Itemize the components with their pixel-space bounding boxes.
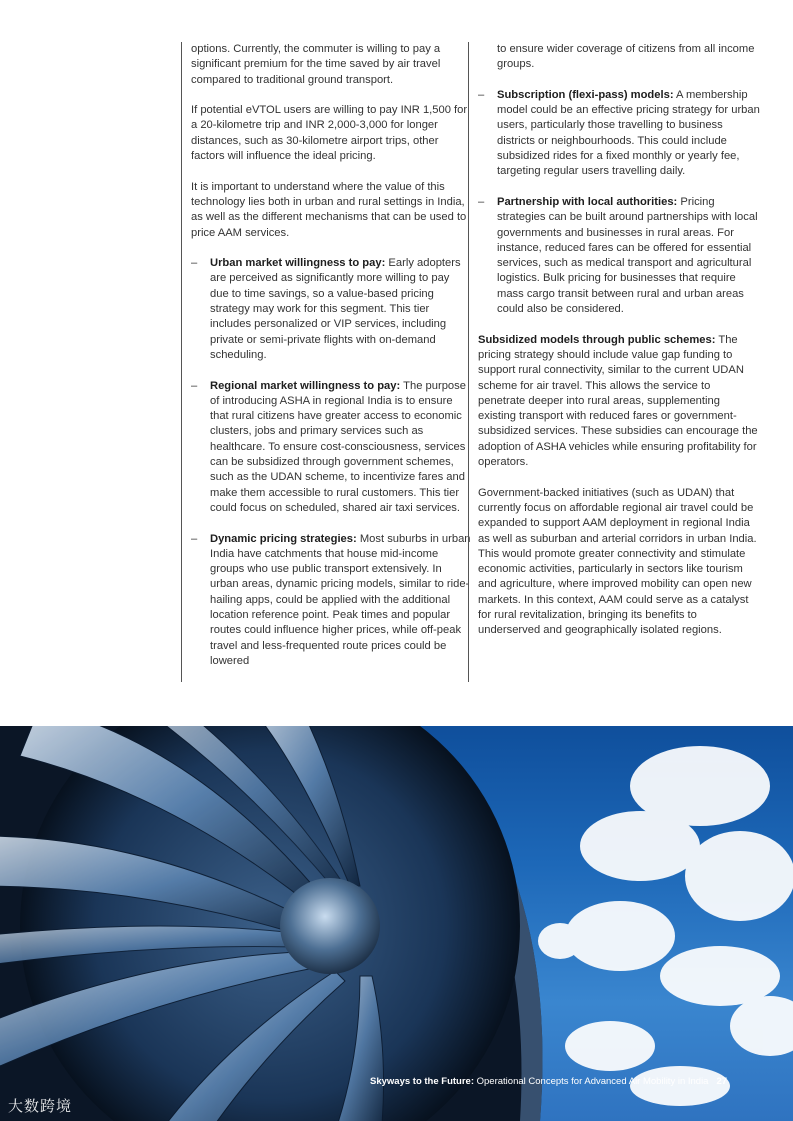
paragraph: It is important to understand where the value of this technology lies both in urban and rural settings in India, as well as the different mechanisms that can be used to price AAM services. [191, 180, 467, 239]
paragraph-subsidized [478, 333, 760, 471]
dash-marker: – [191, 532, 198, 545]
watermark: 大数跨境 [8, 1097, 73, 1115]
bullet-text: Most suburbs in urban India have catchments that house mid-income groups who use public transport extensively. In urban areas, dynamic pricing models, similar to ride-hailing apps, could be applied with the additional location reference point. Peak times and popular routes could influence higher prices, while off-peak travel and less-frequented route prices could be lowered [210, 532, 471, 667]
paragraph-text: The pricing strategy should include value gap funding to support rural connectivity, similar to the current UDAN scheme for air travel. This allows the service to penetrate deeper into rural areas, supplementing existing transport with reduced fares or government-subsidized services. These subsidies can encourage the adoption of ASHA vehicles while ensuring profitability for operators. [478, 333, 758, 469]
continued-bullet-text: to ensure wider coverage of citizens from all income groups. [497, 43, 755, 71]
page-number: 27 [716, 1076, 728, 1087]
left-column [181, 42, 471, 682]
footer-title-bold: Skyways to the Future: [370, 1076, 474, 1087]
paragraph: options. Currently, the commuter is willing to pay a significant premium for the time saved by air travel compared to traditional ground transport. [191, 43, 441, 86]
bullet-title: Subscription (flexi-pass) models: [497, 88, 674, 101]
bullet-title: Dynamic pricing strategies: [210, 532, 357, 545]
bullet-title: Urban market willingness to pay: [210, 257, 386, 270]
footer-title: Operational Concepts for Advanced Air Mobility in India [474, 1076, 709, 1087]
dash-marker: – [478, 195, 485, 208]
bullet-partnership [478, 195, 760, 317]
paragraph-title: Subsidized models through public schemes: [478, 333, 716, 346]
bullet-subscription [478, 88, 760, 180]
paragraph: If potential eVTOL users are willing to pay INR 1,500 for a 20-kilometre trip and INR 2,000-3,000 for longer distances, such as 30-kilometre airport trips, other factors will influence the ideal pricing. [191, 104, 468, 163]
dash-marker: – [191, 257, 198, 270]
bullet-text: The purpose of introducing ASHA in regional India is to ensure that rural citizens have greater access to economic clusters, jobs and primary services such as healthcare. To ensure cost-consciousness, services can be subsidized through government schemes, such as the UDAN scheme, to incentivize fares and make them accessible to rural customers. This tier could focus on scheduled, shared air taxi services. [210, 379, 466, 514]
bullet-dynamic-pricing [191, 532, 471, 670]
bullet-title: Partnership with local authorities: [497, 195, 678, 208]
jet-engine-photo [0, 726, 793, 1121]
bullet-urban-market [191, 256, 471, 363]
clouds [538, 746, 793, 1106]
bullet-text: Early adopters are perceived as significantly more willing to pay due to time savings, so a value-based pricing strategy may work for this segment. This tier includes personalized or VIP services, including private or semi-private flights with on-demand scheduling. [210, 257, 461, 361]
paragraph: Government-backed initiatives (such as UDAN) that currently focus on affordable regional air travel could be expanded to support AAM deployment in regional India as well as suburban and arterial corridors in urban India. This would promote greater connectivity and stimulate economic activities, particularly in sectors like tourism and agriculture, where improved mobility can open new markets. In this context, AAM could serve as a catalyst for rural revitalization, bringing its benefits to underserved and geographically isolated regions. [478, 486, 757, 637]
spinner-hub [280, 878, 380, 974]
page-footer [370, 1076, 750, 1087]
dash-marker: – [478, 88, 485, 101]
bullet-text: A membership model could be an effective pricing strategy for urban users, particularly those travelling to business districts or neighbourhoods. This could include subsidized rides for a fixed monthly or yearly fee, targeting regular users travelling daily. [497, 88, 760, 178]
bullet-regional-market [191, 379, 471, 517]
bullet-title: Regional market willingness to pay: [210, 379, 401, 392]
engine-illustration [0, 726, 793, 1121]
dash-marker: – [191, 379, 198, 392]
right-column [468, 42, 760, 682]
bullet-text: Pricing strategies can be built around partnerships with local governments and businesses in rural areas. For instance, reduced fares can be offered for essential services, such as medical transport and agricultural logistics. Bulk pricing for businesses that require mass cargo transit between rural and urban areas could also be considered. [497, 195, 758, 316]
